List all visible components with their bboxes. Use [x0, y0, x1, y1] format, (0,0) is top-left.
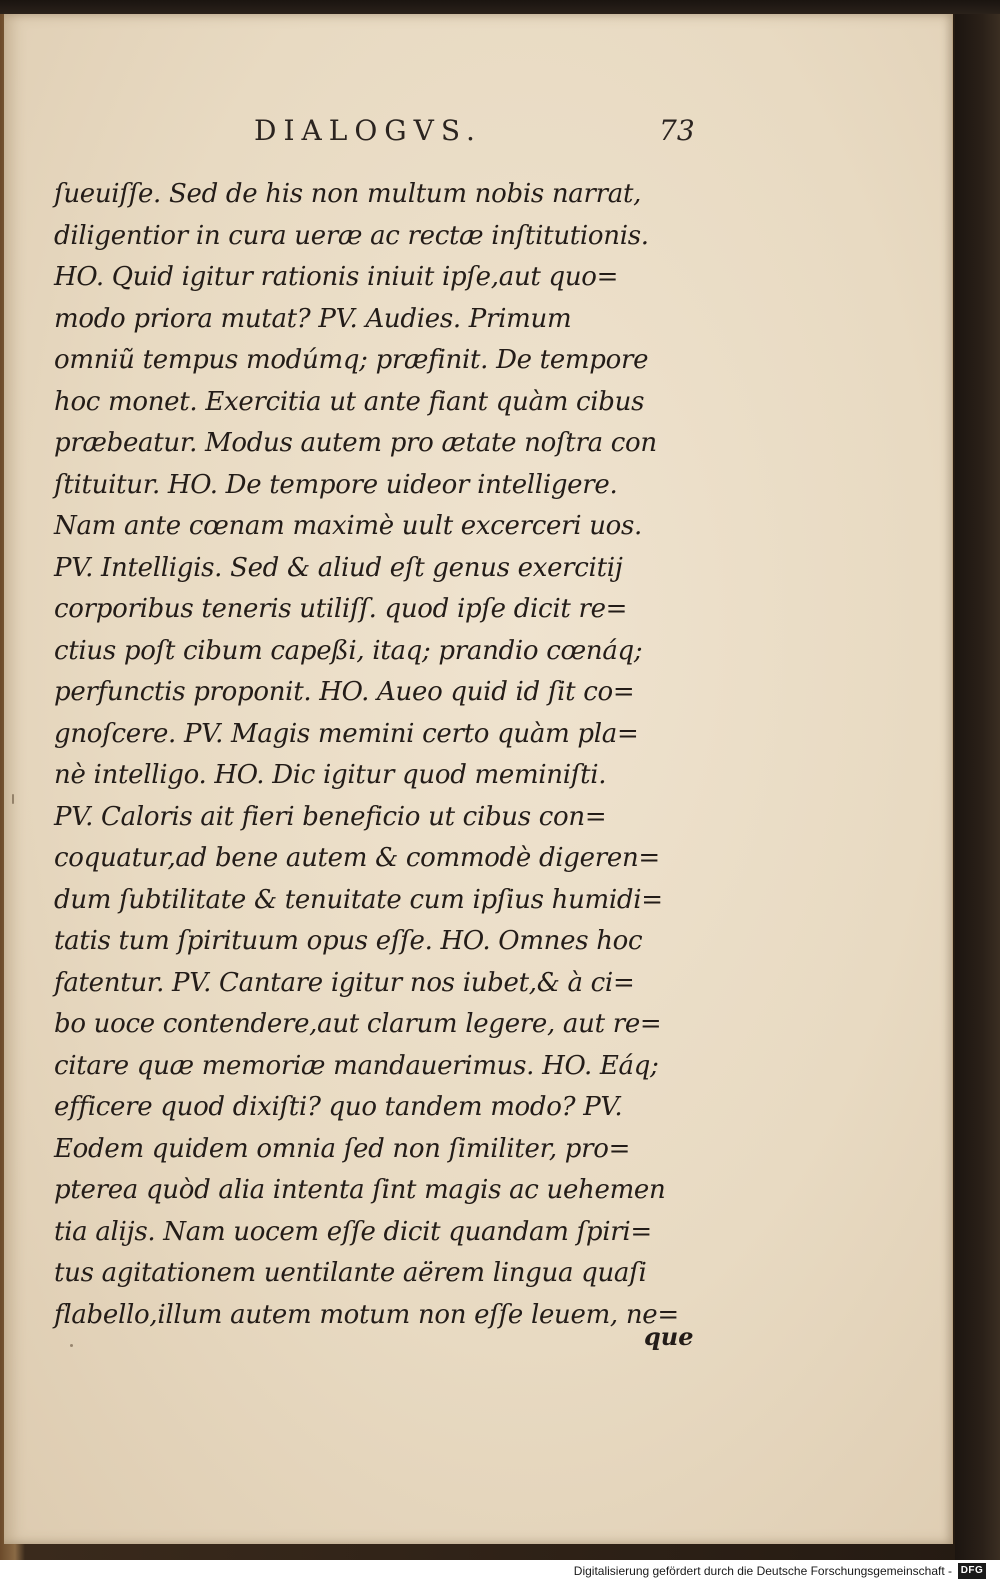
- text-line: corporibus teneris utiliſſ. quod ipſe dicit re=: [54, 594, 628, 624]
- text-line: efficere quod dixiſti? quo tandem modo? PV.: [54, 1092, 623, 1122]
- dfg-logo: DFG: [958, 1563, 986, 1579]
- text-line: gnoſcere. PV. Magis memini certo quàm pla=: [54, 718, 639, 749]
- text-line: flabello,illum autem motum non eſſe leuem, ne=: [54, 1299, 679, 1330]
- text-line: fatentur. PV. Cantare igitur nos iubet,& à ci=: [54, 967, 635, 998]
- catchword: que: [644, 1322, 694, 1351]
- text-line: ſtituitur. HO. De tempore uideor intelligere.: [54, 469, 618, 500]
- page-header: [4, 114, 952, 154]
- book-page: [4, 14, 953, 1544]
- running-head: DIALOGVS.: [254, 114, 482, 147]
- text-line: coquatur,ad bene autem & commodè digeren=: [54, 843, 660, 873]
- text-line: pterea quòd alia intenta ſint magis ac uehemen: [54, 1175, 666, 1205]
- text-line: HO. Quid igitur rationis iniuit ipſe,aut quo=: [54, 262, 619, 292]
- scan-top-edge: [0, 0, 1000, 14]
- text-line: Nam ante cœnam maximè uult excerceri uos.: [54, 511, 642, 541]
- text-line: tus agitationem uentilante aërem lingua quaſi: [54, 1258, 647, 1288]
- text-line: Eodem quidem omnia ſed non ſimiliter, pro=: [54, 1133, 631, 1164]
- text-line: ctius poſt cibum capeßi, itaq; prandio cœnáq;: [54, 635, 643, 666]
- body-text: [54, 174, 714, 1336]
- text-line: PV. Intelligis. Sed & aliud eſt genus exercitij: [54, 552, 623, 583]
- text-line: ſueuiſſe. Sed de his non multum nobis narrat,: [54, 179, 642, 209]
- text-line: dum ſubtilitate & tenuitate cum ipſius humidi=: [54, 884, 663, 915]
- text-line: præbeatur. Modus autem pro ætate noſtra con: [54, 428, 657, 458]
- text-line: perfunctis proponit. HO. Aueo quid id ſit co=: [54, 677, 635, 707]
- text-line: modo priora mutat? PV. Audies. Primum: [54, 303, 572, 334]
- text-line: tatis tum ſpirituum opus eſſe. HO. Omnes hoc: [54, 926, 643, 956]
- text-line: diligentior in cura ueræ ac rectæ inſtitutionis.: [54, 220, 649, 251]
- text-line: PV. Caloris ait fieri beneficio ut cibus con=: [54, 801, 607, 832]
- text-line: tia alijs. Nam uocem eſſe dicit quandam ſpiri=: [54, 1216, 652, 1247]
- scan-background-right: [955, 0, 1000, 1560]
- text-line: citare quæ memoriæ mandauerimus. HO. Eáq;: [54, 1050, 659, 1081]
- text-line: hoc monet. Exercitia ut ante fiant quàm cibus: [54, 386, 645, 417]
- text-line: bo uoce contendere,aut clarum legere, aut re=: [54, 1009, 662, 1039]
- paper-speck: [70, 1344, 73, 1347]
- footer-credit: Digitalisierung gefördert durch die Deutsche Forschungsgemeinschaft -: [573, 1564, 952, 1578]
- text-line: omniũ tempus modúmq; præfinit. De tempore: [54, 345, 649, 375]
- text-line: nè intelligo. HO. Dic igitur quod meminiſti.: [54, 760, 607, 790]
- paper-mark: [12, 794, 14, 804]
- page-number: 73: [659, 114, 695, 147]
